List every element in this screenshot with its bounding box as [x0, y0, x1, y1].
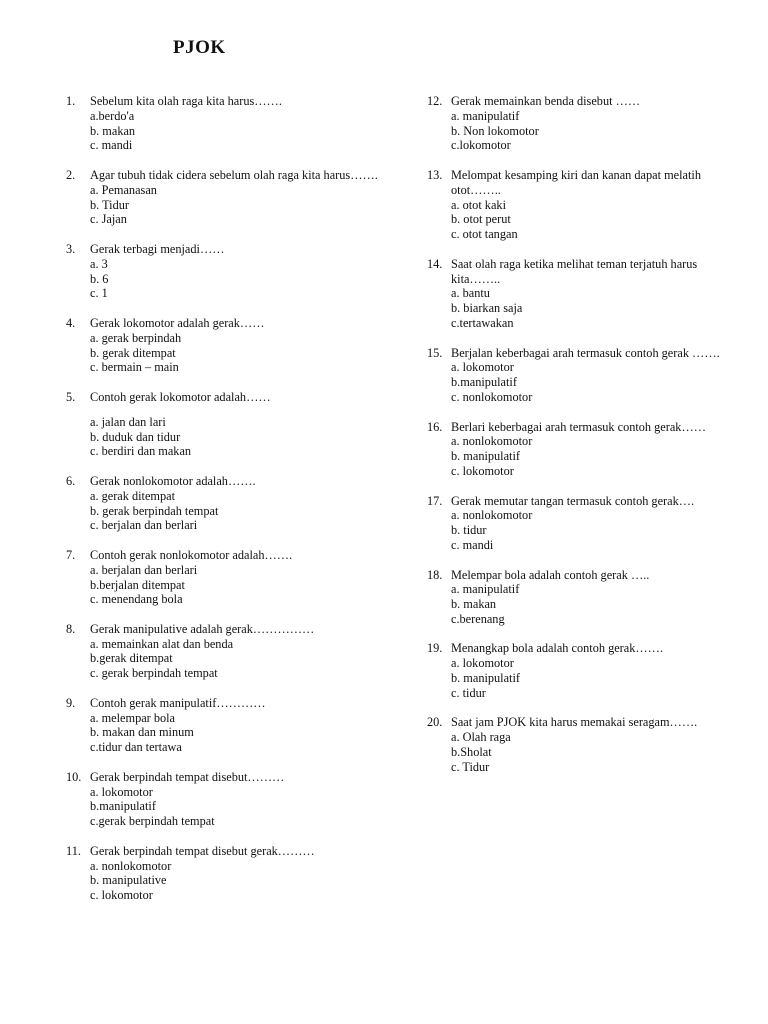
option-c: c. berdiri dan makan	[90, 444, 192, 459]
option-c: c. Jajan	[90, 212, 127, 227]
option-b: b. gerak ditempat	[90, 345, 176, 360]
question-text: Saat jam PJOK kita harus memakai seragam…….	[451, 715, 698, 730]
page-title: PJOK	[173, 37, 226, 58]
question-number: 12.	[427, 94, 443, 108]
question-number: 15.	[427, 345, 443, 360]
question-text: Agar tubuh tidak cidera sebelum olah raga kita harus…….	[90, 167, 378, 182]
option-a: a. 3	[90, 256, 108, 271]
question-number: 17.	[427, 493, 443, 508]
question-15	[427, 346, 751, 405]
question-text: Melompat kesamping kiri dan kanan dapat melatih otot……..	[451, 167, 701, 197]
question-text: Saat olah raga ketika melihat teman terjatuh harus kita……..	[451, 256, 698, 286]
option-c: c.berenang	[451, 611, 505, 626]
question-5	[66, 390, 406, 459]
option-a: a. gerak ditempat	[90, 488, 176, 503]
option-a: a. lokomotor	[451, 360, 514, 375]
option-c: c. mandi	[451, 537, 494, 552]
question-number: 8.	[66, 621, 76, 636]
option-b: b.berjalan ditempat	[90, 577, 185, 592]
question-16	[427, 420, 711, 479]
question-19	[427, 641, 747, 700]
option-c: c.gerak berpindah tempat	[90, 814, 215, 829]
option-c: c. lokomotor	[451, 463, 514, 478]
option-a: a. otot kaki	[451, 197, 506, 212]
question-number: 13.	[427, 167, 443, 182]
option-b: b. 6	[90, 271, 109, 286]
option-b: b. makan	[451, 597, 497, 612]
question-text: Berjalan keberbagai arah termasuk contoh gerak …….	[451, 345, 720, 360]
option-a: a.berdo'a	[90, 108, 135, 123]
question-6	[66, 474, 406, 533]
question-20	[427, 715, 701, 774]
option-c: c.tidur dan tertawa	[90, 740, 182, 755]
question-2	[66, 168, 380, 227]
question-1	[66, 94, 320, 153]
question-text: Gerak nonlokomotor adalah…….	[90, 473, 256, 488]
question-number: 5.	[66, 389, 76, 404]
question-text: Menangkap bola adalah contoh gerak…….	[451, 641, 664, 656]
option-b: b. Non lokomotor	[451, 123, 539, 138]
question-text: Gerak memainkan benda disebut ……	[451, 94, 641, 108]
question-text: Gerak berpindah tempat disebut gerak………	[90, 843, 315, 858]
option-a: a. jalan dan lari	[90, 414, 166, 429]
option-c: c.lokomotor	[451, 138, 511, 153]
question-text: Gerak memutar tangan termasuk contoh gerak….	[451, 493, 695, 508]
option-b: b.manipulatif	[451, 375, 517, 390]
option-b: b. makan	[90, 123, 136, 138]
question-10	[66, 770, 406, 829]
question-number: 10.	[66, 769, 82, 784]
question-number: 1.	[66, 94, 76, 108]
option-b: b. makan dan minum	[90, 725, 194, 740]
option-b: b. duduk dan tidur	[90, 429, 181, 444]
question-18	[427, 568, 747, 627]
question-12	[427, 94, 747, 153]
option-c: c. lokomotor	[90, 888, 153, 903]
question-8	[66, 622, 406, 681]
questions-right-column	[427, 94, 747, 789]
question-text: Melempar bola adalah contoh gerak …..	[451, 567, 650, 582]
option-a: a. manipulatif	[451, 108, 520, 123]
question-11	[66, 844, 406, 903]
question-text: Gerak terbagi menjadi……	[90, 241, 225, 256]
question-number: 6.	[66, 473, 76, 488]
option-b: b. tidur	[451, 523, 487, 538]
question-number: 3.	[66, 241, 76, 256]
question-4	[66, 316, 406, 375]
question-number: 20.	[427, 715, 443, 730]
spacer	[90, 405, 406, 415]
option-b: b. manipulatif	[451, 671, 520, 686]
option-c: c. berjalan dan berlari	[90, 518, 198, 533]
question-number: 11.	[66, 843, 81, 858]
option-a: a. Olah raga	[451, 730, 511, 745]
question-text: Gerak lokomotor adalah gerak……	[90, 315, 265, 330]
option-b: b. manipulative	[90, 873, 167, 888]
question-text: Contoh gerak lokomotor adalah……	[90, 389, 271, 404]
option-c: c. Tidur	[451, 759, 490, 774]
question-9	[66, 696, 406, 755]
option-b: b. biarkan saja	[451, 301, 523, 316]
question-13	[427, 168, 721, 242]
option-b: b. Tidur	[90, 197, 129, 212]
option-c: c. menendang bola	[90, 592, 183, 607]
question-text: Contoh gerak manipulatif…………	[90, 695, 266, 710]
option-a: a. berjalan dan berlari	[90, 562, 198, 577]
option-b: b. gerak berpindah tempat	[90, 503, 219, 518]
option-b: b.gerak ditempat	[90, 651, 173, 666]
question-number: 19.	[427, 641, 443, 656]
question-7	[66, 548, 406, 607]
option-c: c. 1	[90, 286, 108, 301]
option-a: a. nonlokomotor	[90, 858, 172, 873]
question-14	[427, 257, 726, 331]
option-b: b. manipulatif	[451, 449, 520, 464]
option-c: c. nonlokomotor	[451, 389, 533, 404]
option-c: c. tidur	[451, 685, 486, 700]
question-number: 2.	[66, 167, 76, 182]
option-a: a. bantu	[451, 286, 490, 301]
question-number: 18.	[427, 567, 443, 582]
question-number: 16.	[427, 419, 443, 434]
option-a: a. manipulatif	[451, 582, 520, 597]
option-c: c.tertawakan	[451, 315, 514, 330]
question-number: 7.	[66, 547, 76, 562]
question-17	[427, 494, 711, 553]
option-a: a. memainkan alat dan benda	[90, 636, 234, 651]
question-text: Contoh gerak nonlokomotor adalah…….	[90, 547, 293, 562]
option-a: a. lokomotor	[451, 656, 514, 671]
option-a: a. lokomotor	[90, 784, 153, 799]
option-b: b. otot perut	[451, 212, 511, 227]
question-text: Gerak manipulative adalah gerak……………	[90, 621, 315, 636]
question-number: 14.	[427, 256, 443, 271]
option-c: c. otot tangan	[451, 227, 518, 242]
option-a: a. Pemanasan	[90, 182, 157, 197]
option-a: a. melempar bola	[90, 710, 176, 725]
question-number: 4.	[66, 315, 76, 330]
option-c: c. mandi	[90, 138, 133, 153]
question-text: Berlari keberbagai arah termasuk contoh gerak……	[451, 419, 707, 434]
option-b: b.Sholat	[451, 745, 492, 760]
option-a: a. nonlokomotor	[451, 508, 533, 523]
option-c: c. bermain – main	[90, 360, 179, 375]
option-c: c. gerak berpindah tempat	[90, 666, 218, 681]
question-number: 9.	[66, 695, 76, 710]
option-a: a. gerak berpindah	[90, 330, 182, 345]
question-text: Gerak berpindah tempat disebut………	[90, 769, 285, 784]
question-3	[66, 242, 406, 301]
option-b: b.manipulatif	[90, 799, 156, 814]
question-text: Sebelum kita olah raga kita harus…….	[90, 94, 282, 108]
questions-left-column	[66, 94, 406, 918]
option-a: a. nonlokomotor	[451, 434, 533, 449]
